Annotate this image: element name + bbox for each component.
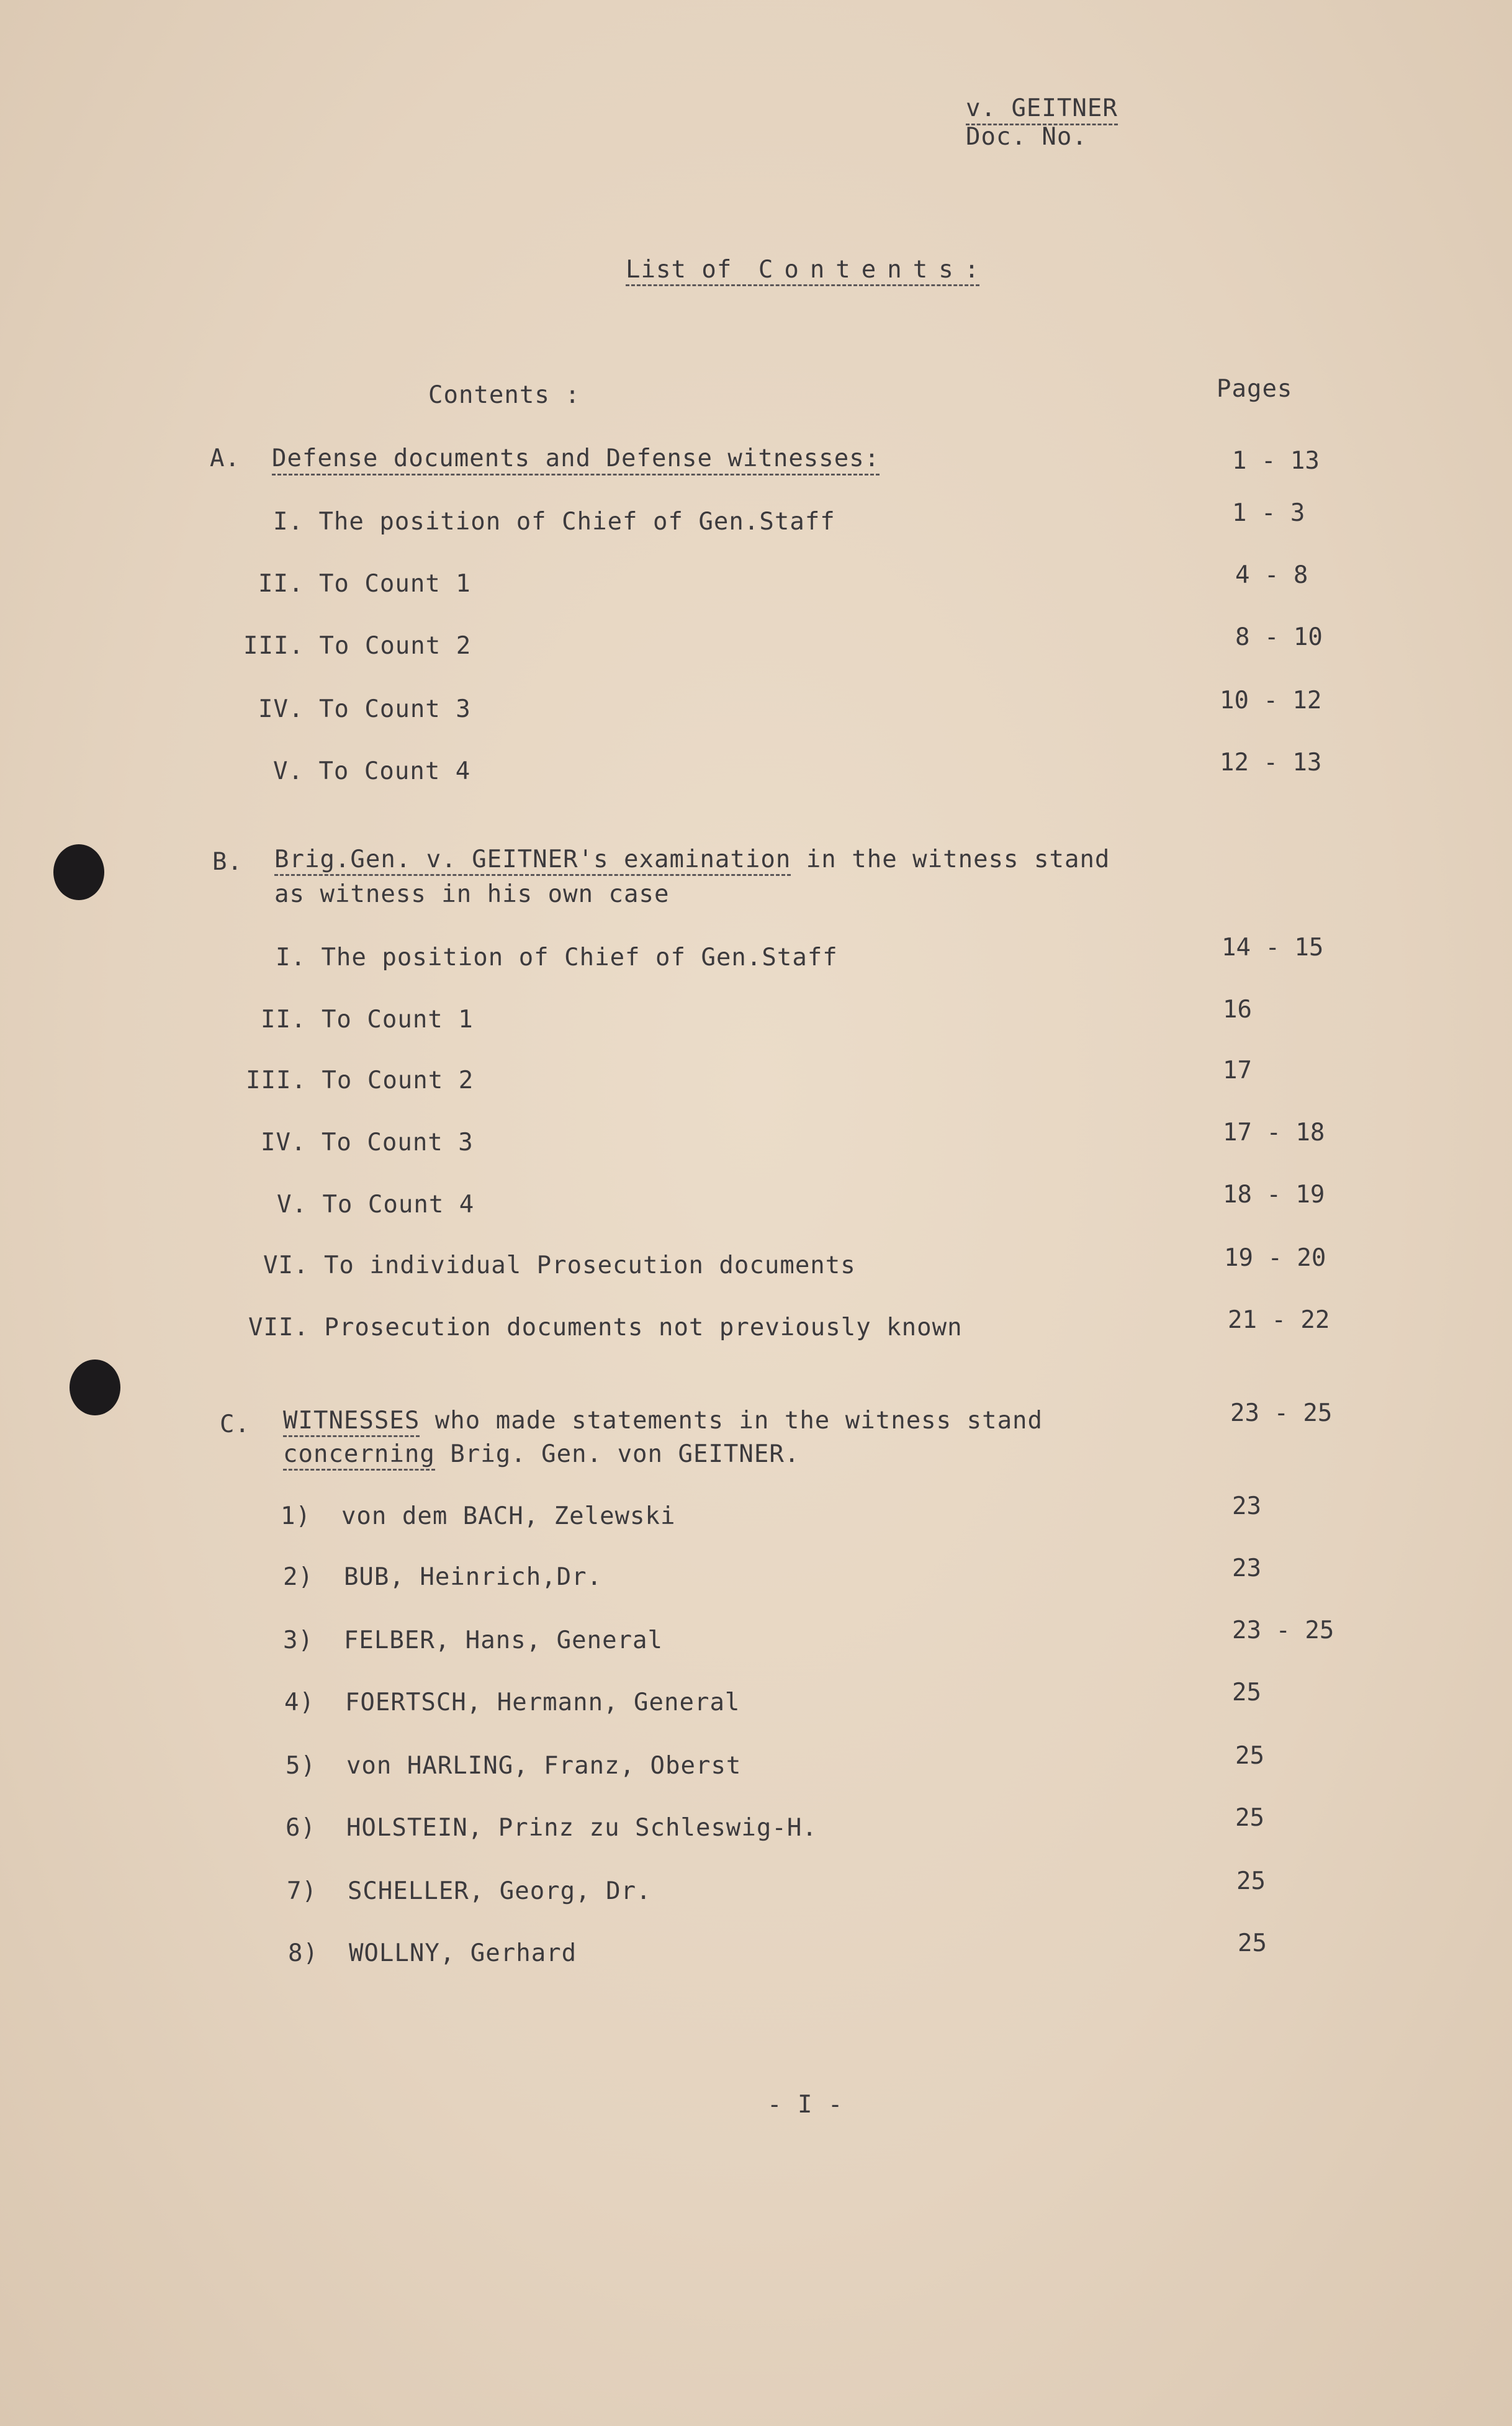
b-item-1-pages: 14 - 15	[1222, 934, 1324, 962]
doc-number-label: Doc. No.	[966, 123, 1087, 151]
item-number: 3)	[283, 1626, 313, 1654]
c-item-4	[284, 1689, 740, 1717]
item-text: To Count 1	[321, 1006, 474, 1034]
section-a-pages: 1 - 13	[1232, 447, 1320, 475]
punch-hole-upper	[53, 844, 104, 900]
section-c-letter: C.	[220, 1410, 250, 1438]
c-item-2	[283, 1563, 602, 1592]
section-b-title-rest: in the witness stand	[791, 845, 1110, 873]
c-item-3-pages: 23 - 25	[1232, 1617, 1334, 1644]
item-number: III.	[246, 1066, 307, 1094]
a-item-3-pages: 8 - 10	[1235, 623, 1323, 651]
item-text: To Count 1	[318, 570, 471, 598]
c-item-5	[286, 1752, 741, 1780]
b-item-3	[246, 1066, 474, 1095]
b-item-4	[261, 1129, 474, 1157]
item-text: To Count 2	[322, 1066, 474, 1094]
item-text: The position of Chief of Gen.Staff	[321, 944, 838, 972]
a-item-5-pages: 12 - 13	[1220, 749, 1322, 777]
section-c-title-line2-rest: Brig. Gen. von GEITNER.	[434, 1440, 800, 1468]
item-text: To Count 3	[318, 695, 471, 723]
b-item-6	[263, 1251, 856, 1280]
section-a-letter: A.	[210, 444, 240, 472]
c-item-4-pages: 25	[1232, 1679, 1261, 1707]
item-text: To individual Prosecution documents	[323, 1251, 856, 1279]
title-colon: :	[964, 256, 980, 284]
item-number: I.	[276, 944, 306, 972]
item-text: von HARLING, Franz, Oberst	[346, 1752, 742, 1780]
item-number: IV.	[261, 1129, 307, 1157]
section-c-title-line2	[283, 1440, 799, 1469]
item-number: 1)	[281, 1502, 311, 1530]
b-item-1	[276, 944, 838, 972]
item-number: 7)	[287, 1877, 317, 1905]
a-item-5	[273, 757, 470, 786]
c-item-8	[288, 1939, 577, 1968]
c-item-7-pages: 25	[1236, 1867, 1266, 1895]
item-number: III.	[243, 632, 304, 660]
item-number: V.	[277, 1191, 307, 1219]
item-number: 4)	[284, 1689, 315, 1716]
section-b-title	[274, 845, 1110, 874]
item-text: FELBER, Hans, General	[343, 1626, 664, 1654]
section-c-title-underlined: WITNESSES	[283, 1407, 420, 1437]
page-number: - I -	[767, 2091, 844, 2119]
b-item-5	[277, 1191, 474, 1219]
section-c-title	[283, 1407, 1043, 1435]
a-item-2	[258, 570, 471, 598]
c-item-7	[287, 1877, 652, 1906]
c-item-1	[281, 1502, 676, 1531]
item-text: Prosecution documents not previously known	[324, 1314, 963, 1342]
pages-column-header: Pages	[1217, 375, 1293, 403]
title-word: Contents	[758, 256, 965, 284]
b-item-4-pages: 17 - 18	[1223, 1119, 1325, 1147]
item-text: To Count 3	[321, 1129, 474, 1157]
item-number: 8)	[288, 1939, 318, 1967]
contents-column-header: Contents :	[428, 381, 580, 409]
item-number: II.	[261, 1006, 307, 1034]
item-text: von dem BACH, Zelewski	[341, 1502, 676, 1530]
item-text: To Count 4	[322, 1191, 475, 1219]
c-item-3	[283, 1626, 663, 1655]
b-item-7	[248, 1314, 963, 1342]
c-item-8-pages: 25	[1238, 1929, 1267, 1957]
item-number: 2)	[283, 1563, 313, 1591]
item-number: IV.	[258, 695, 304, 723]
a-item-2-pages: 4 - 8	[1235, 561, 1308, 589]
item-text: FOERTSCH, Hermann, General	[344, 1689, 740, 1716]
item-number: VI.	[263, 1251, 309, 1279]
item-text: BUB, Heinrich,Dr.	[343, 1563, 603, 1591]
b-item-3-pages: 17	[1223, 1057, 1252, 1084]
b-item-2-pages: 16	[1223, 996, 1252, 1024]
item-text: HOLSTEIN, Prinz zu Schleswig-H.	[346, 1814, 817, 1842]
item-text: SCHELLER, Georg, Dr.	[347, 1877, 652, 1905]
a-item-1-pages: 1 - 3	[1232, 499, 1305, 527]
title-prefix: List of	[626, 256, 732, 284]
b-item-5-pages: 18 - 19	[1223, 1181, 1325, 1209]
item-text: WOLLNY, Gerhard	[348, 1939, 577, 1967]
a-item-4	[258, 695, 471, 724]
defendant-name: v. GEITNER	[966, 94, 1118, 125]
item-number: I.	[273, 508, 304, 536]
a-item-4-pages: 10 - 12	[1220, 687, 1322, 715]
a-item-1	[273, 508, 835, 536]
item-number: 6)	[286, 1814, 316, 1842]
c-item-5-pages: 25	[1235, 1742, 1264, 1770]
section-c-title-line2-underlined: concerning	[283, 1440, 435, 1471]
c-item-1-pages: 23	[1232, 1492, 1261, 1520]
section-a-title: Defense documents and Defense witnesses:	[272, 444, 880, 476]
a-item-3	[243, 632, 471, 661]
item-number: V.	[273, 757, 304, 785]
document-title	[626, 256, 979, 286]
item-number: II.	[258, 570, 304, 598]
item-text: To Count 4	[318, 757, 471, 785]
b-item-2	[261, 1006, 474, 1034]
section-c-pages: 23 - 25	[1230, 1399, 1333, 1427]
c-item-6	[286, 1814, 817, 1842]
b-item-6-pages: 19 - 20	[1224, 1244, 1326, 1272]
item-number: VII.	[248, 1314, 309, 1342]
b-item-7-pages: 21 - 22	[1228, 1306, 1330, 1334]
section-b-title-line2: as witness in his own case	[274, 880, 670, 908]
item-number: 5)	[286, 1752, 316, 1780]
c-item-6-pages: 25	[1235, 1804, 1264, 1832]
item-text: To Count 2	[319, 632, 472, 660]
punch-hole-lower	[70, 1360, 120, 1415]
item-text: The position of Chief of Gen.Staff	[318, 508, 835, 536]
section-b-letter: B.	[212, 848, 243, 876]
section-b-title-underlined: Brig.Gen. v. GEITNER's examination	[274, 845, 791, 876]
c-item-2-pages: 23	[1232, 1554, 1261, 1582]
section-c-title-rest: who made statements in the witness stand	[420, 1407, 1043, 1435]
